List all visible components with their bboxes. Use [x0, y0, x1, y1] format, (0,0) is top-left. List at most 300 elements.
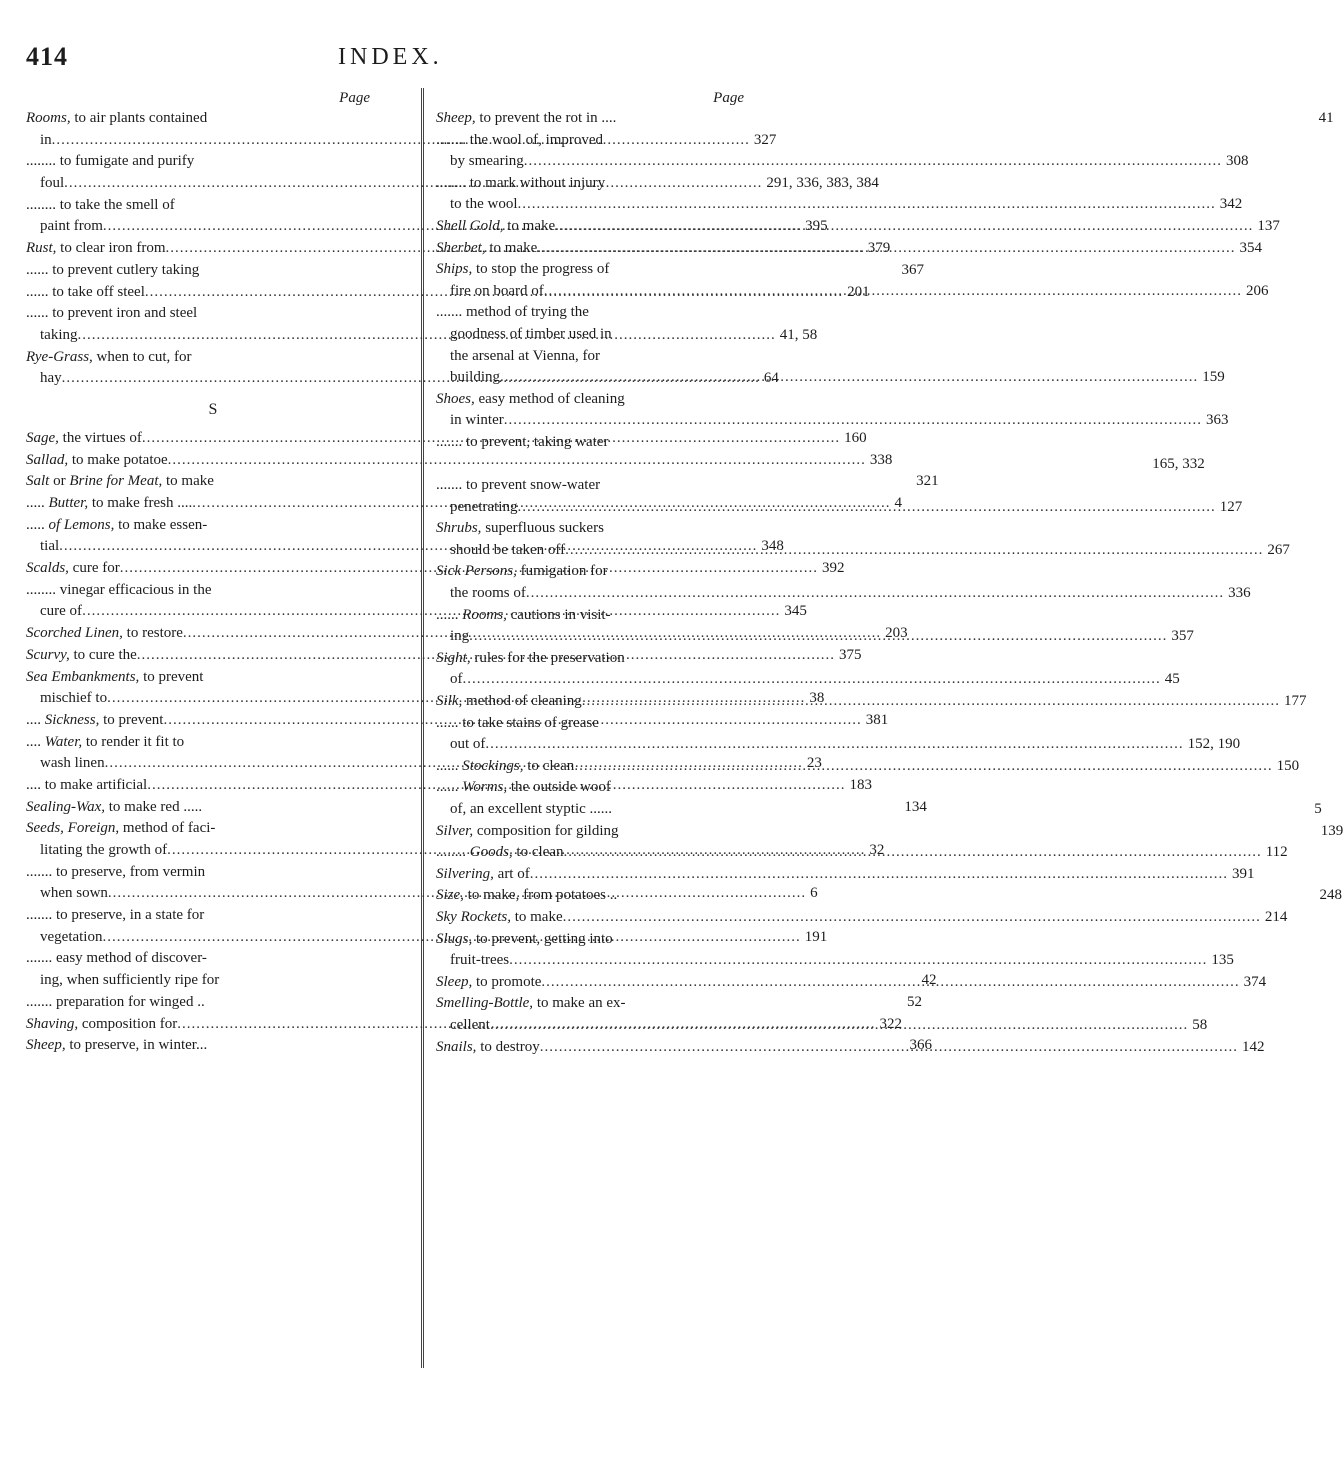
index-entry-line	[436, 324, 774, 346]
entry-keyword: Sallad,	[26, 451, 69, 468]
entry-text	[436, 475, 600, 497]
entry-description: method of cleaning	[462, 693, 582, 710]
page-reference: 177	[1284, 693, 1307, 710]
entry-description: to prevent	[99, 711, 164, 728]
index-entry-line	[436, 713, 774, 735]
page-reference: 152, 190	[1187, 736, 1241, 753]
entry-description: ........ vinegar efficacious in the	[26, 581, 212, 598]
page-reference	[895, 303, 899, 325]
running-head: INDEX.	[338, 44, 443, 70]
entry-description: ........ to fumigate and purify	[26, 153, 195, 170]
entry-keyword: Sheep,	[436, 110, 476, 126]
index-entry-line	[436, 605, 774, 627]
entry-keyword: Rust,	[26, 240, 57, 257]
entry-description: ......	[436, 757, 463, 774]
entry-keyword: Sickness,	[44, 711, 100, 728]
entry-description: to prevent the rot in ....	[475, 110, 617, 126]
dot-leader	[563, 842, 1261, 864]
entry-description: ...... to prevent iron and steel	[26, 305, 198, 322]
page-reference: 338	[869, 451, 893, 468]
entry-description: to make essen-	[114, 516, 208, 533]
entry-description: .....	[26, 516, 49, 533]
entry-description: to destroy	[476, 1038, 540, 1055]
dot-leader	[524, 151, 1222, 173]
dot-leader	[544, 281, 1242, 303]
entry-description: art of	[493, 865, 530, 882]
entry-text	[436, 259, 609, 281]
page-reference: 214	[1264, 908, 1288, 925]
index-entry-line	[436, 734, 1241, 756]
page-reference: 206	[1245, 282, 1269, 299]
index-entry-line	[436, 389, 774, 411]
entry-keyword: Shrubs,	[436, 520, 482, 537]
page-reference: 342	[1219, 196, 1243, 213]
page-reference: 134	[904, 798, 927, 815]
index-entry-line	[436, 777, 774, 799]
entry-text	[26, 450, 168, 472]
entry-keyword: Brine for Meat,	[69, 473, 163, 490]
entry-keyword: Ships,	[436, 261, 473, 278]
entry-description: should be taken off	[450, 541, 566, 558]
page-reference	[1301, 130, 1305, 152]
entry-description: superfluous suckers	[481, 520, 604, 537]
entry-description: when to cut, for	[92, 348, 192, 365]
entry-text	[26, 428, 142, 450]
index-entry-line	[26, 818, 400, 840]
entry-description: to make red .....	[105, 798, 203, 815]
index-entry-line	[436, 410, 1229, 432]
entry-description: the rooms of	[450, 585, 526, 602]
index-entry-line	[436, 475, 774, 497]
entry-text	[40, 927, 102, 949]
entry-text	[26, 948, 207, 970]
entry-text	[436, 929, 613, 951]
page-reference: 336	[1228, 585, 1251, 602]
entry-keyword: Sick Persons,	[436, 563, 517, 580]
page-reference: 137	[1257, 217, 1280, 234]
entry-text	[450, 1015, 490, 1037]
entry-text	[450, 410, 504, 432]
entry-text	[436, 648, 625, 670]
page-reference: 42	[921, 972, 937, 989]
index-entry-line	[436, 497, 1243, 519]
entry-text	[450, 194, 518, 216]
entry-description: to clean	[512, 844, 564, 861]
entry-description: fire on board of	[450, 282, 544, 299]
page-reference: 6	[810, 885, 818, 902]
page-reference: 58	[1192, 1016, 1208, 1033]
dot-leader	[530, 864, 1228, 886]
page-reference	[914, 818, 918, 840]
entry-description: to promote	[472, 973, 542, 990]
dot-leader	[574, 756, 1272, 778]
index-entry-line	[26, 303, 400, 325]
entry-keyword: Scurvy,	[26, 646, 70, 663]
entry-text	[26, 623, 183, 645]
entry-description: cautions in visit-	[506, 606, 611, 623]
entry-text	[26, 667, 203, 689]
entry-text	[436, 432, 608, 454]
entry-text	[40, 536, 59, 558]
page-reference: 392	[821, 560, 845, 577]
index-entry-line	[26, 108, 400, 130]
page-number: 414	[26, 42, 68, 71]
index-entry-line	[436, 648, 774, 670]
entry-text	[40, 601, 82, 623]
page-reference: 41	[1318, 110, 1334, 126]
entry-text	[436, 173, 605, 195]
index-entry-line	[436, 259, 774, 281]
entry-description: vegetation	[40, 928, 103, 945]
entry-keyword: Salt	[26, 473, 50, 490]
index-entry-line	[436, 130, 774, 152]
page-reference	[1303, 173, 1307, 195]
entry-description: when sown	[40, 885, 108, 902]
entry-text	[26, 1014, 177, 1036]
entry-text	[40, 970, 219, 992]
page-reference	[1298, 346, 1302, 368]
entry-text	[450, 281, 544, 303]
entry-keyword: Scorched Linen,	[26, 625, 123, 642]
entry-text	[26, 238, 166, 260]
entry-description: composition for	[78, 1015, 178, 1032]
dot-leader	[541, 972, 1239, 994]
entry-description: paint from	[40, 218, 103, 235]
entry-text	[26, 195, 175, 217]
page-reference: 41, 58	[779, 326, 818, 343]
entry-description: to cure the	[69, 646, 137, 663]
index-entry-line	[436, 864, 1255, 886]
entry-description: ing, when sufficiently ripe for	[40, 972, 220, 989]
entry-text	[26, 905, 204, 927]
page-reference	[1308, 259, 1312, 281]
entry-text	[436, 691, 582, 713]
entry-text	[436, 389, 625, 411]
index-entry-line	[26, 450, 893, 472]
page-reference	[1302, 518, 1306, 540]
page-reference	[1298, 475, 1302, 497]
index-entry-line	[26, 948, 400, 970]
entry-description: taking	[40, 326, 78, 343]
page-reference: 391	[1231, 865, 1255, 882]
page-reference: 374	[1243, 973, 1267, 990]
entry-keyword: Stockings,	[462, 757, 524, 774]
page-reference	[890, 347, 894, 369]
dot-leader	[563, 907, 1261, 929]
entry-text	[436, 993, 626, 1015]
page-reference: 135	[1211, 952, 1234, 969]
index-entry-line	[436, 346, 774, 368]
entry-description: fumigation for	[516, 563, 608, 580]
entry-keyword: Butter,	[48, 495, 89, 511]
index-entry-line	[436, 669, 1180, 691]
entry-description: ....... to preserve, in a state for	[26, 907, 205, 924]
page-reference	[1324, 993, 1328, 1015]
entry-keyword: Rye-Grass,	[26, 348, 93, 365]
entry-text	[450, 540, 565, 562]
entry-keyword: Rooms,	[26, 110, 71, 126]
entry-description: fruit-trees	[450, 952, 510, 969]
entry-text	[436, 302, 589, 324]
page-reference: 127	[1219, 498, 1243, 515]
entry-keyword: Sage,	[26, 429, 59, 446]
index-entry-line	[436, 993, 774, 1015]
entry-text	[436, 713, 599, 735]
page-reference	[1323, 648, 1327, 670]
entry-description: or	[49, 473, 70, 490]
page-reference: 159	[1202, 369, 1225, 386]
page-reference: 327	[753, 131, 777, 148]
entry-text	[40, 173, 64, 195]
page-reference: 160	[844, 429, 867, 446]
index-entry-line	[436, 929, 774, 951]
page-reference: 381	[865, 711, 889, 728]
entry-keyword: Sky Rockets,	[436, 908, 511, 925]
page-reference: 4	[894, 495, 902, 511]
page-reference	[1306, 561, 1310, 583]
entry-description: of, an excellent styptic ......	[450, 801, 613, 817]
page-reference: 267	[1267, 541, 1290, 558]
entry-description: to render it fit to	[82, 733, 185, 750]
page-reference: 142	[1242, 1038, 1265, 1055]
entry-keyword: Smelling-Bottle,	[436, 995, 534, 1012]
dot-leader	[565, 540, 1263, 562]
entry-description: penetrating	[450, 498, 518, 515]
entry-text	[436, 885, 617, 907]
page-reference: 52	[906, 993, 922, 1010]
entry-description: to make potatoe	[68, 451, 168, 468]
entry-description: to clear iron from	[56, 240, 166, 257]
entry-text	[26, 493, 192, 515]
entry-description: cure for	[68, 560, 120, 577]
entry-description: ....... easy method of discover-	[26, 950, 207, 967]
index-entry-line	[436, 885, 1342, 907]
index-entry-line	[436, 561, 774, 583]
page-reference	[1307, 432, 1311, 454]
entry-description: of	[450, 671, 463, 688]
entry-description: by smearing	[450, 153, 524, 170]
entry-keyword: of Lemons,	[48, 516, 115, 533]
section-letter: S	[208, 400, 218, 418]
index-entry-line	[436, 302, 774, 324]
page-reference	[1309, 777, 1313, 799]
entry-description: hay	[40, 370, 62, 387]
index-entry-line	[436, 432, 774, 454]
page-reference: 165, 332	[1152, 455, 1205, 472]
page-reference: 291, 336, 383, 384	[766, 175, 879, 192]
page-reference: 38	[809, 690, 825, 707]
entry-text	[40, 216, 103, 238]
entry-description: in winter	[450, 412, 504, 429]
entry-text	[436, 108, 616, 130]
page-reference: 308	[1225, 153, 1249, 170]
entry-text	[26, 515, 207, 537]
index-entry-line	[436, 367, 1225, 389]
index-entry-line	[436, 583, 1251, 605]
index-entry-line	[436, 950, 1234, 972]
entry-text	[26, 558, 120, 580]
page-reference	[1309, 605, 1313, 627]
entry-text	[40, 688, 107, 710]
entry-text	[450, 346, 600, 368]
entry-text	[26, 471, 214, 493]
index-entry-line	[26, 515, 400, 537]
right-column-page-heading: Page	[713, 90, 744, 106]
entry-keyword: Sealing-Wax,	[26, 798, 106, 815]
dot-leader	[463, 669, 1161, 691]
page-reference: 379	[867, 240, 891, 257]
page-reference: 322	[879, 1015, 902, 1032]
page-reference: 45	[1164, 671, 1180, 688]
entry-text	[26, 347, 192, 369]
page-reference: 348	[761, 538, 784, 555]
entry-text	[450, 950, 509, 972]
page-reference: 248	[1319, 887, 1342, 904]
entry-text	[26, 260, 199, 282]
entry-text	[40, 840, 167, 862]
entry-text	[26, 303, 197, 325]
page-reference: 375	[839, 646, 862, 663]
entry-description: ........ to take the smell of	[26, 196, 175, 213]
entry-description: out of	[450, 736, 486, 753]
index-entry-line	[26, 667, 400, 689]
page-reference: 367	[901, 261, 925, 278]
entry-text	[40, 368, 62, 390]
entry-description: to clean	[523, 757, 575, 774]
entry-description: ....... to prevent snow-water	[436, 477, 601, 494]
dot-leader	[537, 238, 1235, 260]
dot-leader	[526, 583, 1224, 605]
page-reference: 366	[909, 1037, 932, 1054]
entry-text	[26, 1035, 207, 1057]
entry-text	[436, 561, 608, 583]
entry-description: ...... to take stains of grease	[436, 714, 599, 731]
entry-text	[436, 605, 611, 627]
entry-description: the outside woof	[507, 779, 611, 796]
entry-description: cellent	[450, 1016, 490, 1033]
entry-text	[436, 972, 541, 994]
page-reference: 321	[916, 473, 939, 490]
page-reference: 203	[885, 625, 908, 642]
entry-keyword: Sheep,	[26, 1037, 66, 1054]
page-reference	[1287, 302, 1291, 324]
page-reference: 150	[1276, 757, 1300, 774]
entry-text	[450, 583, 526, 605]
index-entry-line	[26, 347, 400, 369]
index-entry-line	[26, 151, 400, 173]
page-reference	[905, 108, 909, 130]
entry-keyword: Shoes,	[436, 390, 475, 407]
entry-text	[26, 108, 207, 130]
dot-leader	[518, 194, 1216, 216]
page-reference: 395	[805, 218, 828, 235]
entry-description: foul	[40, 175, 65, 192]
page-reference: 357	[1171, 628, 1194, 645]
entry-description: ....... to prevent, taking water	[436, 433, 609, 450]
dot-leader	[582, 691, 1280, 713]
index-entry-line	[436, 821, 1343, 843]
entry-description: ....... to preserve, from vermin	[26, 863, 206, 880]
entry-description: ...... to take off steel	[26, 283, 145, 300]
entry-description: ........ to mark without injury	[436, 174, 606, 191]
entry-keyword: Silvering,	[436, 865, 494, 882]
entry-description: building	[450, 369, 501, 386]
entry-keyword: Sherbet,	[436, 239, 486, 256]
entry-keyword: Slugs,	[436, 930, 473, 947]
entry-description: to the wool	[450, 196, 518, 213]
dot-leader	[485, 734, 1183, 756]
index-entry-line	[26, 905, 400, 927]
dot-leader	[500, 367, 1198, 389]
entry-description: to make fresh ....	[88, 495, 193, 511]
page-reference: 23	[806, 755, 822, 772]
entry-text	[450, 734, 485, 756]
page-reference: 5	[1314, 801, 1322, 817]
index-entry-line	[436, 108, 1334, 130]
page-reference: 345	[784, 603, 807, 620]
entry-description: the virtues of	[58, 429, 142, 446]
index-entry-line	[436, 173, 774, 195]
entry-description: .... to make artificial	[26, 776, 148, 793]
entry-description: to prevent	[139, 668, 204, 685]
index-entry-line	[436, 151, 1249, 173]
entry-keyword: Scalds,	[26, 560, 69, 577]
entry-text	[450, 497, 517, 519]
entry-description: ....... preparation for winged ..	[26, 993, 205, 1010]
entry-description: to make	[485, 239, 538, 256]
entry-description: wash linen	[40, 755, 105, 772]
entry-text	[26, 862, 205, 884]
entry-text	[436, 216, 555, 238]
left-column-page-heading: Page	[339, 90, 370, 106]
entry-description: composition for gilding	[473, 822, 619, 839]
entry-text	[450, 669, 463, 691]
page-reference	[1311, 929, 1315, 951]
entry-description: goodness of timber used in	[450, 325, 612, 342]
entry-description: ......	[436, 779, 463, 796]
page-reference: 139	[1320, 822, 1343, 839]
entry-keyword: Goods,	[469, 844, 513, 861]
entry-keyword: Sleep,	[436, 973, 473, 990]
dot-leader	[490, 1015, 1188, 1037]
entry-description: ........	[436, 844, 470, 861]
entry-text	[450, 151, 524, 173]
entry-description: ....	[26, 733, 45, 750]
entry-text	[26, 282, 145, 304]
entry-text	[436, 821, 619, 843]
entry-description: ......	[436, 606, 463, 623]
entry-description: rules for the preservation	[470, 649, 625, 666]
page-reference	[1297, 713, 1301, 735]
entry-text	[436, 842, 563, 864]
entry-description: litating the growth of	[40, 842, 168, 858]
entry-keyword: Snails,	[436, 1038, 477, 1055]
entry-keyword: Worms,	[462, 779, 508, 796]
page-reference: 363	[1206, 412, 1229, 429]
entry-text	[436, 864, 530, 886]
entry-text	[40, 883, 108, 905]
entry-description: to make	[510, 908, 563, 925]
entry-description: to restore	[122, 625, 183, 642]
entry-text	[26, 645, 137, 667]
entry-description: tial	[40, 538, 60, 555]
page-reference: 64	[763, 370, 779, 387]
entry-description: to stop the progress of	[472, 261, 610, 278]
dot-leader	[469, 626, 1167, 648]
index-entry-line	[26, 195, 400, 217]
dot-leader	[509, 950, 1207, 972]
page-reference	[1310, 324, 1314, 346]
